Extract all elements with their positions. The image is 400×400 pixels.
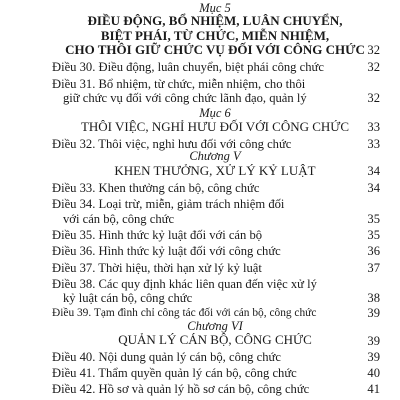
toc-entry: Điều 33. Khen thưởng cán bộ, công chức xyxy=(52,180,260,195)
toc-entry: Điều 32. Thôi việc, nghỉ hưu đối với công chức xyxy=(52,137,292,152)
page-number: 35 xyxy=(367,212,380,227)
toc-entry-continuation: giữ chức vụ đối với công chức lãnh đạo, quản lý xyxy=(63,91,307,106)
page-number: 39 xyxy=(367,306,380,321)
toc-entry: Điều 42. Hồ sơ và quản lý hồ sơ cán bộ, công chức xyxy=(52,382,310,397)
section-label: Mục 5 xyxy=(199,1,231,15)
page-number: 36 xyxy=(367,244,380,259)
page-number: 38 xyxy=(367,291,380,306)
page-number: 40 xyxy=(367,366,380,381)
section-title-line: ĐIỀU ĐỘNG, BỔ NHIỆM, LUÂN CHUYỂN, xyxy=(87,13,343,29)
section-title: THÔI VIỆC, NGHỈ HƯU ĐỐI VỚI CÔNG CHỨC xyxy=(80,118,350,134)
page-number: 39 xyxy=(367,350,380,365)
page-number: 34 xyxy=(367,163,380,178)
page-number: 32 xyxy=(367,42,380,57)
section-title-line: CHO THÔI GIỮ CHỨC VỤ ĐỐI VỚI CÔNG CHỨC xyxy=(65,42,365,58)
chapter-label: Chương V xyxy=(189,149,241,164)
toc-entry-continuation: với cán bộ, công chức xyxy=(63,212,175,227)
toc-entry: Điều 35. Hình thức kỷ luật đối với cán bộ xyxy=(52,228,263,243)
chapter-title: KHEN THƯỞNG, XỬ LÝ KỶ LUẬT xyxy=(114,162,316,178)
page-number: 37 xyxy=(367,260,380,275)
toc-entry: Điều 40. Nội dung quản lý cán bộ, công chức xyxy=(52,350,281,365)
toc-entry: Điều 39. Tạm đình chỉ công tác đối với cán bộ, công chức xyxy=(52,307,317,320)
toc-entry: Điều 34. Loại trừ, miễn, giảm trách nhiệm đối xyxy=(52,196,285,211)
page-number: 39 xyxy=(367,333,380,348)
toc-entry-continuation: kỷ luật cán bộ, công chức xyxy=(63,291,193,306)
page-number: 34 xyxy=(367,180,380,195)
page-number: 32 xyxy=(367,91,380,106)
toc-entry: Điều 41. Thẩm quyền quản lý cán bộ, công chức xyxy=(52,366,297,381)
page-number: 33 xyxy=(367,137,380,152)
page-number: 35 xyxy=(367,228,380,243)
page-number: 41 xyxy=(367,382,380,397)
toc-entry: Điều 38. Các quy định khác liên quan đến việc xử lý xyxy=(52,276,317,291)
toc-entry: Điều 37. Thời hiệu, thời hạn xử lý kỷ luật xyxy=(52,260,262,275)
toc-entry: Điều 31. Bổ nhiệm, từ chức, miễn nhiệm, cho thôi xyxy=(52,76,306,91)
chapter-title: QUẢN LÝ CÁN BỘ, CÔNG CHỨC xyxy=(118,331,312,347)
chapter-label: Chương VI xyxy=(187,318,243,333)
page-number: 32 xyxy=(367,60,380,75)
section-title-line: BIỆT PHÁI, TỪ CHỨC, MIỄN NHIỆM, xyxy=(100,27,330,43)
page-number: 33 xyxy=(367,120,380,135)
toc-entry: Điều 36. Hình thức kỷ luật đối với công chức xyxy=(52,244,281,259)
section-label: Mục 6 xyxy=(199,105,231,120)
toc-entry: Điều 30. Điều động, luân chuyển, biệt phái công chức xyxy=(52,60,324,75)
